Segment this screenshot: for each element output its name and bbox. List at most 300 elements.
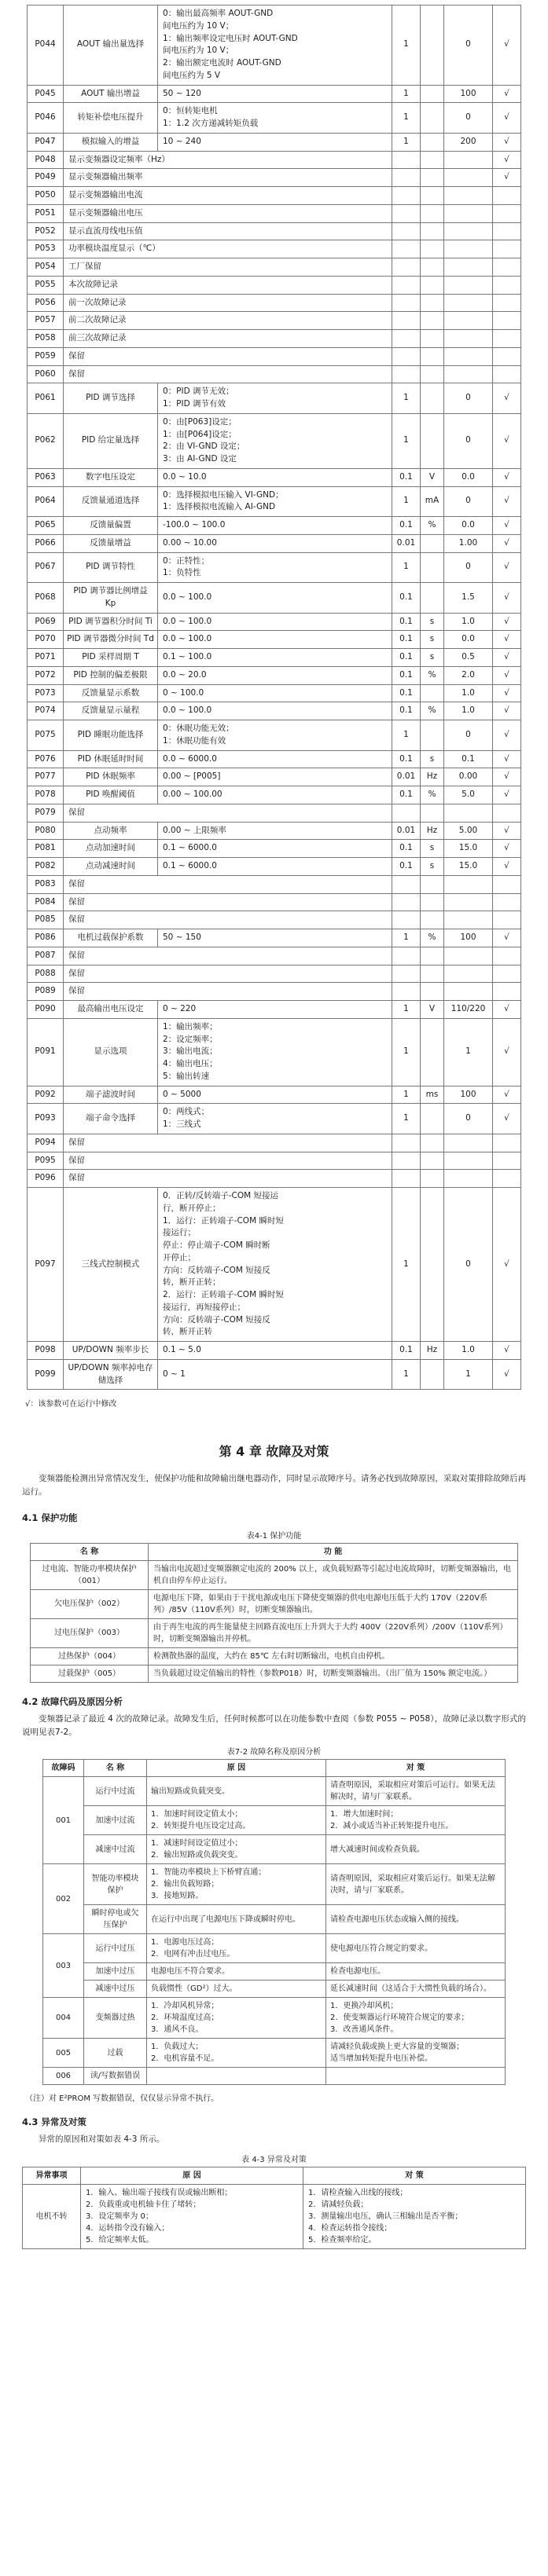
param-row [28,258,521,277]
param-min-unit: 1 [392,1104,421,1134]
text-line: 电源电压不符合要求。 [151,1967,230,1977]
param-min-unit: 1 [392,1086,421,1104]
param-change-flag: √ [493,631,521,649]
param-name: PID 休眠频率 [64,768,158,786]
param-default: 100 [444,929,493,947]
param-min-unit [392,365,421,383]
param-name: 三线式控制模式 [64,1188,158,1342]
param-unit [421,947,444,965]
param-min-unit: 1 [392,383,421,414]
param-code: P069 [28,613,64,631]
text-line: 0：选择模拟电压输入 VI-GND； [163,489,284,500]
text-line: 1．更换冷却风机； [330,2002,399,2011]
param-change-flag: √ [493,702,521,720]
param-min-unit [392,983,421,1001]
param-code: P079 [28,804,64,822]
param-desc [158,85,392,103]
fault-row [43,1905,506,1934]
param-row [28,534,521,552]
text-line: 0.0 ~ 100.0 [163,592,212,602]
param-name: PID 调节器积分时间 Ti [64,613,158,631]
param-row [28,133,521,151]
fault-table-body [43,1777,506,2085]
fault-table [42,1759,506,2085]
table-42-caption: 表7-2 故障名称及原因分析 [226,1748,322,1757]
fault-name: 智能功率模块保护 [84,1864,147,1905]
param-desc [64,330,392,348]
param-desc [158,768,392,786]
param-default [444,947,493,965]
param-change-flag: √ [493,486,521,517]
fault-col-cause: 原 因 [147,1760,326,1777]
param-unit: % [421,702,444,720]
param-name: PID 控制的偏差极限 [64,666,158,684]
text-line: 0.0 ~ 100.0 [163,634,212,644]
param-code: P053 [28,240,64,258]
param-default [444,187,493,205]
param-default [444,983,493,1001]
param-unit [421,684,444,702]
text-line: 显示变频器输出电压 [68,207,143,218]
param-code: P045 [28,85,64,103]
eeprom-note: （注）对 E²PROM 写数据错误，仅仅显示异常不执行。 [25,2094,219,2104]
param-code: P067 [28,552,64,583]
param-row [28,702,521,720]
param-row [28,5,521,86]
param-code: P047 [28,133,64,151]
param-min-unit [392,258,421,277]
param-change-flag [493,893,521,911]
param-desc [64,312,392,330]
param-desc [64,169,392,187]
param-change-flag: √ [493,768,521,786]
param-default: 0.1 [444,750,493,768]
text-line: 使电源电压符合规定的要求。 [330,1944,432,1953]
param-row [28,840,521,858]
param-row [28,649,521,667]
param-code: P071 [28,649,64,667]
param-desc [158,1359,392,1390]
param-unit [421,5,444,86]
param-min-unit [392,240,421,258]
table-41-caption: 表4-1 保护功能 [246,1531,302,1541]
param-row [28,750,521,768]
param-default: 5.00 [444,822,493,840]
abnormal-header-row [23,2167,526,2185]
param-unit: s [421,613,444,631]
text-line: 保留 [68,986,85,996]
param-default [444,875,493,893]
param-unit [421,204,444,222]
text-line: 1：休眠功能有效 [163,735,226,746]
param-row [28,1152,521,1170]
param-default [444,204,493,222]
param-change-flag: √ [493,684,521,702]
param-default [444,893,493,911]
text-line: 3：由 AI-GND 设定 [163,454,237,464]
param-desc [158,631,392,649]
fault-cause [147,1998,326,2039]
param-row [28,875,521,893]
param-unit: Hz [421,1342,444,1360]
param-default: 0.00 [444,768,493,786]
param-min-unit [392,294,421,312]
param-default: 0.0 [444,631,493,649]
text-line: 0．正转/反转端子-COM 短接运 [163,1191,278,1200]
param-code: P068 [28,583,64,614]
param-desc [158,133,392,151]
param-default: 1 [444,1359,493,1390]
param-name: PID 调节特性 [64,552,158,583]
param-name: 点动加速时间 [64,840,158,858]
param-change-flag [493,294,521,312]
param-default: 110/220 [444,1001,493,1019]
text-line: 5．给定频率太低。 [86,2236,154,2245]
protection-name: 过电流、智能功率模块保护（001） [31,1560,149,1589]
param-code: P073 [28,684,64,702]
text-line: 在运行中出现了电源电压下降或瞬时停电。 [151,1915,300,1924]
text-line: 行，断开停止； [163,1203,221,1213]
param-row [28,204,521,222]
param-change-flag: √ [493,666,521,684]
param-change-flag: √ [493,720,521,751]
text-line: 适当增加转矩提升电压补偿。 [330,2054,432,2064]
param-default: 1.5 [444,583,493,614]
abnormal-table [22,2167,526,2249]
param-code: P085 [28,911,64,929]
fault-name: 加速中过流 [84,1806,147,1835]
fault-row [43,1835,506,1864]
text-line: 请查明原因，采取相应对策后运行。如果无法解决时，请与厂家联系。 [330,1874,495,1895]
param-name: UP/DOWN 频率步长 [64,1342,158,1360]
text-line: 50 ~ 120 [163,88,201,98]
text-line: 间电压约为 10 V； [163,20,234,31]
param-min-unit: 0.01 [392,534,421,552]
param-min-unit: 0.1 [392,631,421,649]
text-line: 1．电源电压过高； [151,1938,219,1948]
param-unit [421,276,444,294]
param-code: P056 [28,294,64,312]
param-name: 数字电压设定 [64,468,158,486]
text-line: 1：1.2 次方递减转矩负载 [163,119,259,128]
fault-cause [147,1777,326,1806]
param-default: 200 [444,133,493,151]
param-change-flag: √ [493,552,521,583]
text-line: 0.00 ~ 100.00 [163,790,223,799]
param-code: P059 [28,347,64,365]
param-row [28,240,521,258]
param-default [444,1170,493,1188]
param-min-unit [392,965,421,983]
param-code: P062 [28,413,64,468]
param-name: PID 调节器比例增益 Kp [64,583,158,614]
text-line: 0.0 ~ 20.0 [163,669,207,680]
text-line: 2．电机容量不足。 [151,2054,219,2064]
param-desc [158,702,392,720]
param-desc [64,151,392,169]
param-default [444,804,493,822]
fault-cause [147,1905,326,1934]
param-desc [158,583,392,614]
fault-row [43,1981,506,1998]
param-default: 0 [444,413,493,468]
param-row [28,1104,521,1134]
param-change-flag: √ [493,649,521,667]
text-line: 前三次故障记录 [68,333,127,343]
param-row [28,947,521,965]
protection-row [31,1618,518,1647]
text-line: 保留 [68,968,85,978]
param-min-unit: 0.1 [392,666,421,684]
abnormal-item: 电机不转 [23,2185,81,2249]
text-line: 保留 [68,914,85,925]
param-row [28,613,521,631]
param-code: P090 [28,1001,64,1019]
param-min-unit [392,947,421,965]
param-row [28,720,521,751]
param-code: P046 [28,103,64,134]
param-min-unit [392,893,421,911]
param-row [28,517,521,535]
param-row [28,347,521,365]
param-default [444,965,493,983]
param-code: P074 [28,702,64,720]
protection-name: 过载保护（005） [31,1665,149,1682]
text-line: 接运行； [163,1228,196,1238]
param-code: P078 [28,786,64,804]
chapter-title: 第 4 章 故障及对策 [219,1444,329,1460]
param-desc [64,294,392,312]
text-line: 1．减速时间设定值过小； [151,1839,243,1849]
param-unit [421,583,444,614]
text-line: 检查电源电压。 [330,1967,385,1977]
protection-name: 欠电压保护（002） [31,1589,149,1618]
fault-name: 减速中过压 [84,1981,147,1998]
param-desc [158,1342,392,1360]
param-unit [421,1170,444,1188]
param-code: P044 [28,5,64,86]
fault-name: 减速中过流 [84,1835,147,1864]
param-row [28,893,521,911]
fault-cause [147,1963,326,1981]
param-change-flag [493,365,521,383]
param-code: P077 [28,768,64,786]
protection-table-body [31,1560,518,1682]
param-desc [158,840,392,858]
param-unit [421,133,444,151]
param-default: 2.0 [444,666,493,684]
param-change-flag: √ [493,151,521,169]
param-desc [64,965,392,983]
param-desc [158,649,392,667]
text-line: 0 ~ 220 [163,1004,197,1013]
param-default: 1.0 [444,1342,493,1360]
fault-fix [326,1934,506,1963]
param-desc [64,947,392,965]
param-min-unit: 0.01 [392,768,421,786]
protection-func: 当负载超过设定值输出的特性（参数P018）时，切断变频器输出。（出厂值为 150% 额定电流。） [149,1665,518,1682]
fault-fix [326,2039,506,2068]
param-unit [421,720,444,751]
text-line: 2．环境温度过高； [151,2014,219,2023]
text-line: 前二次故障记录 [68,315,127,325]
param-name: AOUT 输出量选择 [64,5,158,86]
text-line: 2．转矩提升电压设定过高。 [151,1822,251,1831]
param-unit [421,552,444,583]
param-row [28,1018,521,1086]
text-line: 0.00 ~ 上限频率 [163,825,226,835]
param-desc [64,204,392,222]
param-change-flag [493,804,521,822]
param-default: 1.0 [444,702,493,720]
param-desc [158,468,392,486]
text-line: 0.00 ~ 10.00 [163,537,217,548]
param-change-flag [493,222,521,240]
fault-cause [147,1981,326,1998]
text-line: 显示变频器输出频率 [68,172,143,182]
text-line: 3．测量输出电压，确认三相输出是否平衡； [308,2212,463,2222]
text-line: 0.0 ~ 10.0 [163,471,207,482]
param-name: 反馈量增益 [64,534,158,552]
param-unit [421,347,444,365]
param-change-flag [493,1170,521,1188]
param-row [28,413,521,468]
param-desc [64,893,392,911]
param-unit [421,294,444,312]
fault-code: 002 [43,1864,84,1934]
param-name: AOUT 输出增益 [64,85,158,103]
param-row [28,786,521,804]
param-desc [158,1104,392,1134]
param-unit: Hz [421,822,444,840]
param-desc [64,222,392,240]
param-row [28,103,521,134]
param-name: PID 采样周期 T [64,649,158,667]
abnormal-row [23,2185,526,2249]
protection-func: 当输出电流超过变频器额定电流的 200% 以上，或负载短路等引起过电流故障时，切断变频器输出，电机自由停车停止运行。 [149,1560,518,1589]
param-unit: mA [421,486,444,517]
text-line: 1：选择模拟电流输入 AI-GND [163,502,276,512]
param-unit: ms [421,1086,444,1104]
param-change-flag: √ [493,1104,521,1134]
param-min-unit [392,1170,421,1188]
param-code: P075 [28,720,64,751]
fault-fix [326,1777,506,1806]
param-row [28,822,521,840]
text-line: 转，断开正转 [163,1327,212,1337]
fault-row [43,2068,506,2085]
param-unit [421,103,444,134]
fault-row [43,1864,506,1905]
param-min-unit: 0.1 [392,1342,421,1360]
param-unit: V [421,1001,444,1019]
param-min-unit: 0.1 [392,750,421,768]
param-min-unit: 1 [392,103,421,134]
protection-row [31,1647,518,1665]
text-line: 显示变频器设定频率（Hz） [68,154,170,164]
fault-row [43,1963,506,1981]
text-line: 接运行，再短接停止； [163,1302,245,1312]
text-line: 间电压约为 10 V； [163,46,234,56]
param-code: P048 [28,151,64,169]
param-row [28,486,521,517]
param-change-flag: √ [493,858,521,876]
param-default [444,1152,493,1170]
protection-row [31,1589,518,1618]
param-unit [421,240,444,258]
param-change-flag: √ [493,822,521,840]
param-unit [421,413,444,468]
param-table-footnote: √：该参数可在运行中修改 [25,1400,117,1409]
param-unit [421,222,444,240]
protection-table [30,1543,518,1683]
text-line: 2．输出短路或负载突变。 [151,1851,243,1860]
param-code: P096 [28,1170,64,1188]
param-change-flag: √ [493,468,521,486]
param-desc [64,983,392,1001]
text-line: 1．运行：正转端子-COM 瞬时短 [163,1215,284,1226]
text-line: 负载惯性（GD²）过大。 [151,1984,237,1994]
param-code: P057 [28,312,64,330]
text-line: 2：由 VI-GND 设定； [163,442,245,452]
param-row [28,965,521,983]
param-default [444,222,493,240]
text-line: 1．冷却风机异常； [151,2002,219,2011]
param-row [28,929,521,947]
param-default: 15.0 [444,840,493,858]
text-line: 输出短路或负载突变。 [151,1786,230,1796]
fault-code: 001 [43,1777,84,1864]
param-row [28,365,521,383]
fault-name: 变频器过热 [84,1998,147,2039]
fault-code: 004 [43,1998,84,2039]
param-default: 100 [444,85,493,103]
param-change-flag: √ [493,517,521,535]
param-code: P055 [28,276,64,294]
fault-cause [147,2039,326,2068]
param-row [28,858,521,876]
parameter-table [27,5,521,1390]
param-change-flag: √ [493,613,521,631]
param-change-flag: √ [493,103,521,134]
param-desc [158,534,392,552]
text-line: 4：输出电压； [163,1059,218,1068]
param-unit [421,804,444,822]
param-row [28,294,521,312]
param-desc [158,1001,392,1019]
text-line: 3．改善通风条件。 [330,2025,399,2035]
text-line: -100.0 ~ 100.0 [163,520,226,529]
param-desc [64,911,392,929]
param-min-unit [392,151,421,169]
param-unit [421,187,444,205]
param-change-flag [493,276,521,294]
text-line: 前一次故障记录 [68,297,127,307]
param-code: P065 [28,517,64,535]
param-code: P050 [28,187,64,205]
param-code: P080 [28,822,64,840]
param-code: P086 [28,929,64,947]
param-min-unit: 1 [392,929,421,947]
param-change-flag [493,204,521,222]
param-default: 0.0 [444,517,493,535]
text-line: 0.1 ~ 6000.0 [163,861,217,870]
param-code: P092 [28,1086,64,1104]
param-code: P063 [28,468,64,486]
fault-name: 过载 [84,2039,147,2068]
text-line: 显示直流母线电压值 [68,225,143,236]
param-min-unit [392,804,421,822]
